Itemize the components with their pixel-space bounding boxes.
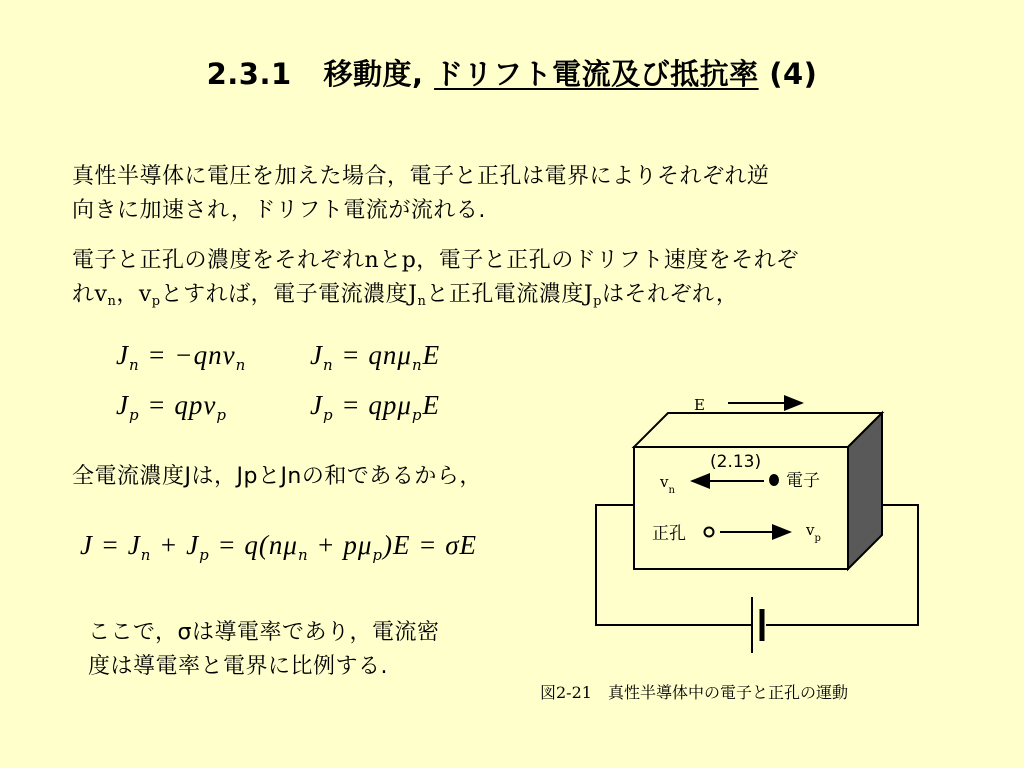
equation-jn-velocity bbox=[116, 340, 246, 374]
eq-sub: p bbox=[372, 546, 384, 564]
figure-caption: 図2-21 真性半導体中の電子と正孔の運動 bbox=[540, 683, 848, 702]
subscript: n bbox=[107, 294, 117, 309]
text-segment: はそれぞれ， bbox=[602, 282, 739, 307]
eq-sub: p bbox=[199, 546, 210, 564]
subscript: p bbox=[151, 294, 161, 309]
paragraph-definitions bbox=[72, 244, 799, 319]
paragraph-intro-line2: 向きに加速され，ドリフト電流が流れる. bbox=[72, 198, 486, 223]
paragraph-definitions-line1 bbox=[72, 244, 799, 278]
symbol-jn: J bbox=[408, 282, 418, 307]
text-segment: ，電子と正孔のドリフト速度をそれぞ bbox=[416, 248, 799, 273]
eq-rhs: = qnμ bbox=[341, 340, 412, 370]
electron-dot bbox=[769, 474, 779, 486]
equation-number: (2.13) bbox=[710, 452, 762, 472]
slide-title bbox=[0, 52, 1024, 93]
total-current-text: 全電流濃度Jは，JpとJnの和であるから， bbox=[72, 464, 482, 489]
eq-sub: n bbox=[297, 546, 309, 564]
conclusion-text bbox=[88, 616, 440, 684]
conclusion-line2: 度は導電率と電界に比例する. bbox=[88, 654, 388, 679]
text-segment: 電子と正孔の濃度をそれぞれ bbox=[72, 248, 365, 273]
title-part: (4) bbox=[769, 57, 818, 91]
eq-part: = q(nμ bbox=[209, 530, 298, 560]
vp-subscript: p bbox=[814, 533, 821, 544]
symbol-n: n bbox=[364, 248, 380, 273]
text-segment: れ bbox=[72, 282, 95, 307]
electron-label: 電子 bbox=[786, 471, 820, 491]
paragraph-intro bbox=[72, 160, 770, 228]
eq-sub: p bbox=[128, 406, 140, 424]
symbol-vn: v bbox=[94, 282, 108, 307]
text-segment: とすれば，電子電流濃度 bbox=[160, 282, 409, 307]
symbol-jp: J bbox=[583, 282, 594, 307]
eq-lhs: J bbox=[310, 340, 323, 370]
eq-part: )E = σE bbox=[383, 530, 478, 560]
eq-rhs: = −qnν bbox=[147, 340, 236, 370]
vn-subscript: n bbox=[668, 485, 675, 496]
eq-part: J = J bbox=[80, 530, 141, 560]
vn-symbol: v bbox=[660, 473, 669, 491]
title-section-number: 2.3.1 bbox=[206, 57, 292, 91]
equation-jp-mobility bbox=[310, 390, 440, 424]
title-text: 移動度, bbox=[323, 57, 424, 91]
symbol-p: p bbox=[401, 248, 417, 273]
eq-sub: n bbox=[235, 356, 247, 374]
eq-part: + J bbox=[151, 530, 200, 560]
paragraph-intro-line1: 真性半導体に電圧を加えた場合，電子と正孔は電界によりそれぞれ逆 bbox=[72, 164, 770, 189]
eq-rhs: = qpν bbox=[147, 390, 217, 420]
eq-lhs: J bbox=[116, 340, 129, 370]
eq-rhs: E bbox=[422, 390, 440, 420]
box-top-face bbox=[634, 413, 882, 447]
text-segment: ， bbox=[116, 282, 139, 307]
text-segment: と bbox=[379, 248, 402, 273]
eq-sub: n bbox=[128, 356, 140, 374]
title-underlined-text: ドリフト電流及び抵抗率 bbox=[434, 57, 759, 91]
paragraph-definitions-line2 bbox=[72, 278, 799, 319]
subscript: p bbox=[593, 294, 602, 309]
eq-sub: n bbox=[411, 356, 423, 374]
equation-jp-velocity bbox=[116, 390, 227, 424]
eq-lhs: J bbox=[116, 390, 129, 420]
eq-sub: p bbox=[411, 406, 423, 424]
symbol-vp: v bbox=[138, 282, 152, 307]
subscript: n bbox=[417, 294, 427, 309]
eq-sub: p bbox=[322, 406, 334, 424]
vp-symbol: v bbox=[806, 521, 815, 539]
eq-sub: p bbox=[216, 406, 227, 424]
text-segment: と正孔電流濃度 bbox=[426, 282, 584, 307]
eq-sub: n bbox=[322, 356, 334, 374]
eq-part: + pμ bbox=[308, 530, 373, 560]
equation-jn-mobility bbox=[310, 340, 440, 374]
hole-label: 正孔 bbox=[652, 524, 686, 544]
semiconductor-diagram bbox=[580, 385, 1020, 685]
eq-lhs: J bbox=[310, 390, 323, 420]
conclusion-line1: ここで，σは導電率であり，電流密 bbox=[88, 620, 440, 645]
field-label: E bbox=[694, 396, 705, 414]
eq-rhs: = qpμ bbox=[341, 390, 412, 420]
equation-total-current bbox=[80, 530, 477, 564]
eq-rhs: E bbox=[422, 340, 441, 370]
eq-sub: n bbox=[140, 546, 152, 564]
